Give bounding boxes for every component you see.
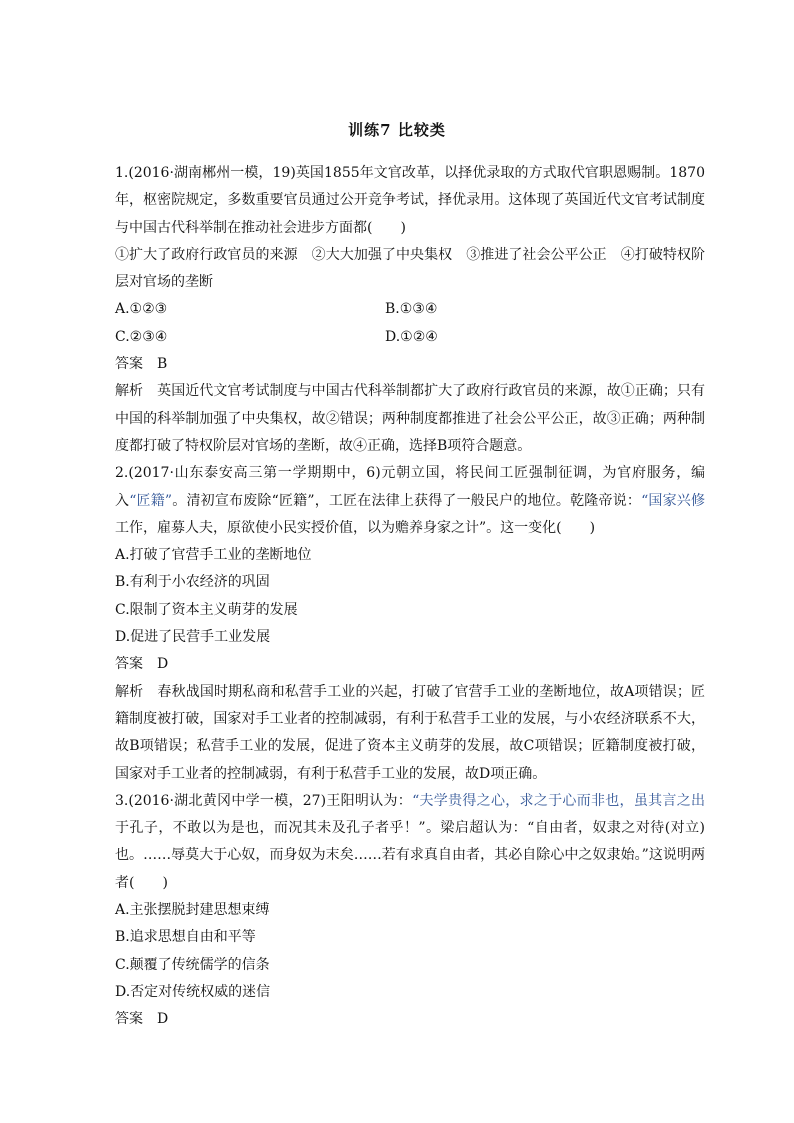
q3-stem: [115, 788, 705, 897]
q3-option-a: A.主张摆脱封建思想束缚: [115, 902, 270, 919]
q2-quote-1: “匠籍”: [129, 492, 173, 509]
q1-options-row1: [115, 296, 705, 323]
q1-option-d: D.①②④: [385, 328, 438, 345]
q2-quote-2: “国家兴修: [641, 492, 705, 509]
q3-stem-part1: 3.(2016·湖北黄冈中学一模，27)王阳明认为：: [115, 792, 413, 809]
q2-option-a: A.打破了官营手工业的垄断地位: [115, 547, 312, 564]
q1-options-row2: [115, 324, 705, 351]
q1-option-c: C.②③④: [115, 328, 168, 345]
q2-stem-part2: 。清初宣布废除“匠籍”，工匠在法律上获得了一般民户的地位。乾隆帝说：: [172, 492, 642, 509]
q3-option-d: D.否定对传统权威的迷信: [115, 983, 271, 1000]
page-title: 训练7 比较类: [348, 121, 446, 139]
q3-option-c: C.颠覆了传统儒学的信条: [115, 956, 270, 973]
q2-stem: [115, 460, 705, 542]
content-body: [115, 160, 705, 1034]
q1-stem: 1.(2016·湖南郴州一模，19)英国1855年文官改革，以择优录取的方式取代官职恩赐制。1870年，枢密院规定，多数重要官员通过公开竞争考试，择优录用。这体现了英国近代文官考试制度与中国古代科举制在推动社会进步方面都( ): [115, 165, 705, 236]
q2-option-d: D.促进了民营手工业发展: [115, 629, 271, 646]
q2-analysis: 解析 春秋战国时期私商和私营手工业的兴起，打破了官营手工业的垄断地位，故A项错误；匠籍制度被打破，国家对手工业者的控制减弱，有利于私营手工业的发展，与小农经济联系不大，故B项错误；私营手工业的发展，促进了资本主义萌芽的发展，故C项错误；匠籍制度被打破，国家对手工业者的控制减弱，有利于私营手工业的发展，故D项正确。: [115, 683, 705, 782]
q1-option-b: B.①③④: [385, 301, 438, 318]
q3-stem-part2: 于孔子，不敢以为是也，而况其未及孔子者乎！”。梁启超认为：“自由者，奴隶之对待(对立)也。……辱莫大于心奴，而身奴为末矣……若有求真自由者，其必自除心中之奴隶始。”这说明两者( ): [115, 820, 705, 891]
q3-option-b: B.追求思想自由和平等: [115, 929, 256, 946]
q1-answer: 答案 B: [115, 356, 168, 373]
q3-answer: 答案 D: [115, 1011, 169, 1028]
q1-option-a: A.①②③: [115, 301, 168, 318]
q3-quote-1: “夫学贵得之心，求之于心而非也，虽其言之出: [412, 792, 705, 809]
q2-option-c: C.限制了资本主义萌芽的发展: [115, 601, 298, 618]
q2-stem-part1: 2.(2017·山东泰安高三第一学期期中，6)元朝立国，将民间工匠强制征调，为官府服务，编入: [115, 465, 705, 509]
q2-option-b: B.有利于小农经济的巩固: [115, 574, 270, 591]
q2-answer: 答案 D: [115, 656, 169, 673]
q1-analysis: 解析 英国近代文官考试制度与中国古代科举制都扩大了政府行政官员的来源，故①正确；只有中国的科举制加强了中央集权，故②错误；两种制度都推进了社会公平公正，故③正确；两种制度都打破了特权阶层对官场的垄断，故④正确，选择B项符合题意。: [115, 383, 705, 454]
q1-statements: ①扩大了政府行政官员的来源 ②大大加强了中央集权 ③推进了社会公平公正 ④打破特权阶层对官场的垄断: [115, 246, 705, 291]
q2-stem-part3: 工作，雇募人夫，原欲使小民实授价值，以为赡养身家之计”。这一变化( ): [115, 519, 596, 536]
